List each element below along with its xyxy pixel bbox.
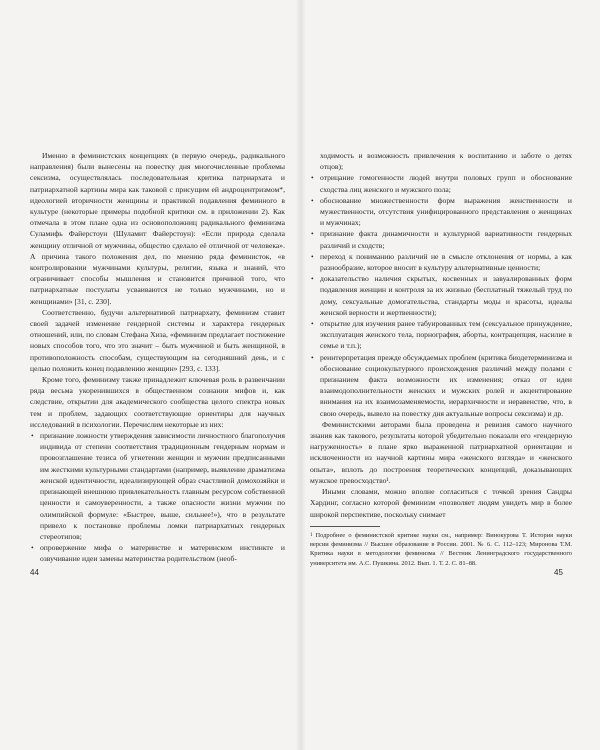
footnote xyxy=(310,531,572,568)
right-bullet-item-3: • признание факта динамичности и культурной вариативности гендерных различий и сходств; xyxy=(310,228,572,250)
right-bullet-item-5: • доказательство наличия скрытых, косвенных и завуалированных форм подавления женщин и контроля за их жизнью (бесплатный тяжелый труд по дому, сексуальные домогательства, стандарты моды и красоты, идеалы женской верности и жертвенности); xyxy=(310,273,572,318)
left-page xyxy=(30,150,285,565)
left-paragraph-2: Соответственно, будучи альтернативой патриархату, феминизм ставит своей задачей изменение гендерной системы и характера гендерных отношений, или, по словам Стефана Хиза, «феминизм предлагает постижение новых способов того, что это значит – быть мужчиной и быть женщиной, в противоположность способам, существующим на сегодняшний день, и с целью положить конец подавлению женщин» [293, с. 133]. xyxy=(30,307,285,373)
right-paragraph-2: Иными словами, можно вполне согласиться с точкой зрения Сандры Хардинг, согласно которой феминизм «позволяет людям увидеть мир в более широкой перспективе, поскольку снимает xyxy=(310,487,572,519)
right-bullet-item-7: • реинтерпретация прежде обсуждаемых проблем (критика биодетерминизма и обоснование социокультурного происхождения различий между полами с признанием факта возможности их изменения; отказ от идеи взаимодополнительности женских и мужских ролей и акцентирование внимания на их взаимозаменяемости, иерархичности и неравенстве, что, в свою очередь, вывело на повестку дня актуальные вопросы сексизма) и др. xyxy=(310,352,572,419)
right-page-number: 45 xyxy=(554,568,563,577)
left-bullet-list xyxy=(30,430,285,564)
left-page-number: 44 xyxy=(30,568,39,577)
right-bullet-list xyxy=(310,150,572,419)
right-bullet-item-4: • переход к пониманию различий не в смысле отклонения от нормы, а как разнообразие, которое вносит в культуру альтернативные ценности; xyxy=(310,251,572,273)
right-continuation-text: ходимость и возможность привлечения к воспитанию и заботе о детях отцов); xyxy=(320,151,572,172)
left-paragraph-1: Именно в феминистских концепциях (в первую очередь, радикального направления) были вынесены на повестку дня многочисленные проблемы сексизма, осуществлялась последовательная критика патриархата и патриархатной картины мира как таковой с присущим ей андроцентризмом*, идеологией вторичности женщины и практикой подавления феминного в культуре (некоторые примеры подобной критики см. в приложении 2). Как отмечала в этом плане одна из основоположниц радикального феминизма Суламифь Файерстоун (Шуламит Файерстоун): «Если природа сделала женщину отличной от мужчины, общество сделало её отличной от человека». А причина такого положения дел, по мнению ряда феминисток, «в контролировании мужчинами культуры, религии, языка и знаний, что ограничивает способы мышления и становится причиной того, что патриархатные постулаты усваиваются не только мужчинами, но и женщинами» [31, с. 230]. xyxy=(30,151,285,306)
footnote-divider xyxy=(310,526,380,527)
left-bullet-item-1: • признание ложности утверждения зависимости личностного благополучия индивида от степени соответствия традиционным гендерным нормам и провозглашение тезиса об угнетении женщин и мужчин предписанными им жесткими культурными стандартами (например, выявление драматизма женской идентичности, идеализирующей образ счастливой домохозяйки и признающей внешнюю привлекательность главным ресурсом собственной ценности и самоуверенности, а также опасности жизни мужчин по олимпийской формуле: «Быстрее, выше, сильнее!»), что в результате привело к постановке проблемы ломки патриархатных гендерных стереотипов; xyxy=(30,430,285,542)
right-bullet-item-6: • открытие для изучения ранее табуированных тем (сексуальное принуждение, эксплуатация женского тела, порнография, аборты, контрацепция, насилие в семье и т.п.); xyxy=(310,318,572,352)
right-page xyxy=(310,150,572,568)
footnote-text: Подробнее о феминистской критике науки см., например: Винокурова Т. История науки версии феминизма // Высшее образование в России. 2001. № 6. С. 112–123; Миронова Т.М. Критика науки в методологии феминизма // Вестник Ленинградского государственного университета им. А.С. Пушкина. 2012. Вып. 1. Т. 2. С. 81–88. xyxy=(310,531,572,567)
right-bullet-item-1: • отрицание гомогенности людей внутри половых групп и обоснование сходства лиц женского и мужского пола; xyxy=(310,172,572,194)
footnote-number: 1 xyxy=(310,532,313,538)
right-bullet-item-2: • обоснование множественности форм выражения женственности и мужественности, отсутствия унифицированного представления о женщинах и мужчинах; xyxy=(310,195,572,229)
left-bullet-item-2: • опровержение мифа о материнстве и материнском инстинкте и озвучивание идеи замены материнства родительством (необ- xyxy=(30,542,285,564)
right-paragraph-1: Феминистскими авторами была проведена и ревизия самого научного знания как такового, результаты которой убедительно показали его «гендерную нагруженность» в плане ярко выраженной патриархатной ориентации и исключенности из научной картины мира «женского взгляда» и «женского опыта», вплоть до построения теоретических концепций, доказывающих мужское превосходство¹. xyxy=(310,419,572,485)
left-paragraph-3: Кроме того, феминизму также принадлежит ключевая роль в развенчании ряда весьма укоренившихся в общественном сознании мифов и, как следствие, открытии для академического сообщества целого спектра новых тем и проблем, задающих соответствующие ориентиры для научных исследований в психологии. Перечислим некоторые из них: xyxy=(30,375,285,429)
book-gutter xyxy=(296,0,306,750)
